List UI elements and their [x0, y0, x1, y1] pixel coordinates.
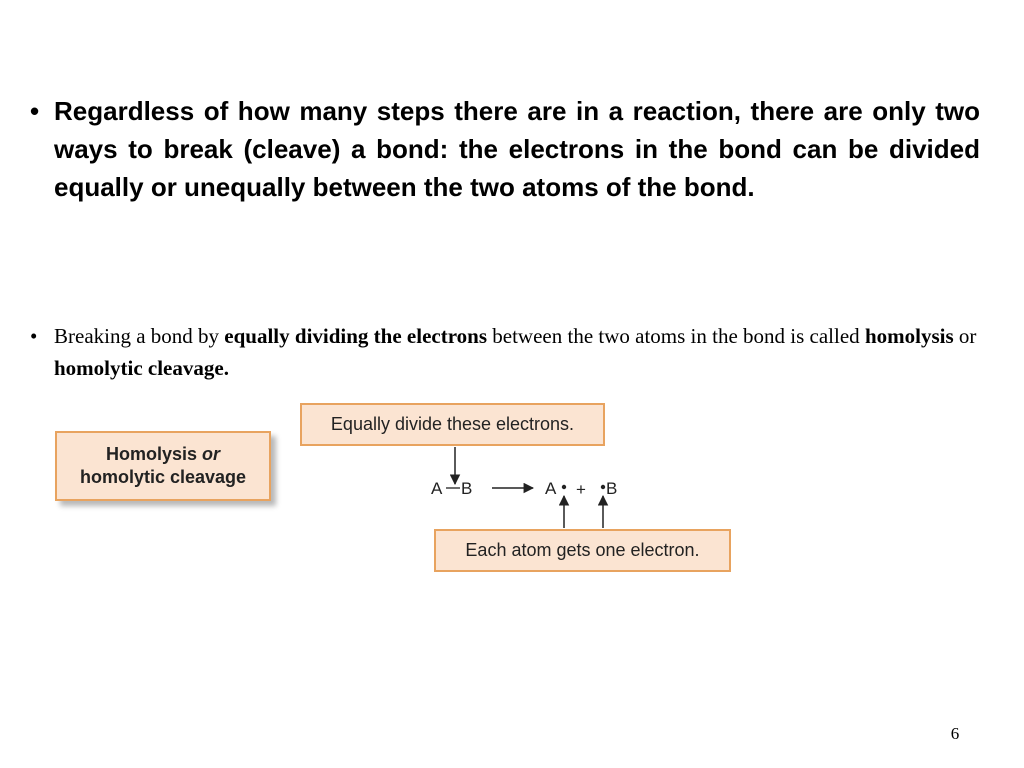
homolysis-label-line1: Homolysis — [105, 444, 197, 464]
reactant-a: A — [431, 479, 443, 498]
emphasis-homolysis: homolysis — [864, 324, 954, 348]
emphasis-homolytic-cleavage: homolytic cleavage. — [54, 356, 229, 380]
product-b: B — [606, 479, 618, 498]
reactant-b: B — [461, 479, 473, 498]
homolysis-label-box — [55, 431, 271, 501]
text-run: Breaking a bond by — [54, 324, 225, 348]
product-a: A — [545, 479, 557, 498]
page-number: 6 — [950, 724, 960, 743]
bullet-marker: • — [30, 96, 40, 126]
homolysis-bullet — [30, 320, 1005, 384]
intro-bullet-text: Regardless of how many steps there are in a reaction, there are only two ways to break (cleave) a bond: the electrons in the bond can be divided equally or unequally between the two atoms of the bond. — [54, 96, 980, 202]
homolysis-label-line2: homolytic cleavage — [79, 467, 247, 487]
callout-each-atom: Each atom gets one electron. — [434, 529, 731, 572]
text-run: between the two atoms in the bond is called — [487, 324, 865, 348]
intro-bullet — [30, 92, 980, 206]
radical-electron-b — [601, 485, 605, 489]
homolysis-label-or: or — [202, 444, 221, 464]
emphasis-equally-dividing: equally dividing the electrons — [224, 324, 488, 348]
text-run: or — [953, 324, 977, 348]
callout-equally-divide: Equally divide these electrons. — [300, 403, 605, 446]
homolysis-bullet-text — [54, 320, 1005, 384]
bullet-marker: • — [30, 324, 38, 348]
radical-electron-a — [562, 485, 566, 489]
plus-sign: + — [576, 480, 586, 499]
